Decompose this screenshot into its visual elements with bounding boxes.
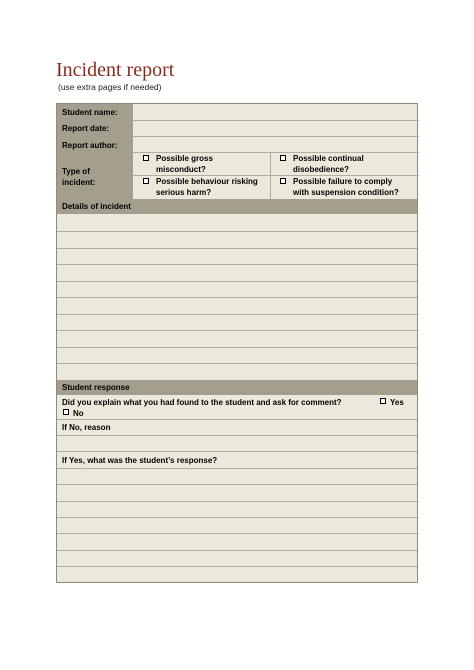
incident-report-form xyxy=(56,103,418,583)
writing-line xyxy=(57,501,417,502)
checkbox-gross-misconduct[interactable] xyxy=(143,155,149,161)
document-title: Incident report xyxy=(56,59,175,81)
student-response-header: Student response xyxy=(57,380,417,395)
option-behaviour-risking-harm-line2: serious harm? xyxy=(156,188,212,197)
option-continual-disobedience-line1: Possible continual xyxy=(293,154,364,163)
option-gross-misconduct-line1: Possible gross xyxy=(156,154,213,163)
label-report-author: Report author: xyxy=(62,141,118,150)
question-if-yes-response: If Yes, what was the student’s response? xyxy=(62,456,218,465)
label-yes: Yes xyxy=(390,398,404,407)
checkbox-failure-to-comply[interactable] xyxy=(280,178,286,184)
writing-line xyxy=(57,330,417,331)
label-student-name: Student name: xyxy=(62,108,118,117)
divider xyxy=(133,120,419,121)
option-failure-to-comply-line2: with suspension condition? xyxy=(293,188,399,197)
divider xyxy=(57,419,417,420)
writing-line xyxy=(57,264,417,265)
writing-line xyxy=(57,533,417,534)
writing-line xyxy=(57,517,417,518)
option-gross-misconduct-line2: misconduct? xyxy=(156,165,206,174)
option-continual-disobedience-line2: disobedience? xyxy=(293,165,350,174)
checkbox-no[interactable] xyxy=(63,409,69,415)
label-incident: incident: xyxy=(62,178,96,187)
writing-line xyxy=(57,363,417,364)
question-if-no-reason: If No, reason xyxy=(62,423,111,432)
details-of-incident-header: Details of incident xyxy=(57,199,417,214)
writing-line xyxy=(57,484,417,485)
divider xyxy=(57,435,417,436)
checkbox-continual-disobedience[interactable] xyxy=(280,155,286,161)
writing-line xyxy=(57,231,417,232)
writing-line xyxy=(57,248,417,249)
divider xyxy=(57,451,417,452)
writing-line xyxy=(57,550,417,551)
student-name-field[interactable] xyxy=(134,104,418,120)
writing-line xyxy=(57,297,417,298)
report-date-field[interactable] xyxy=(134,121,418,136)
writing-line xyxy=(57,281,417,282)
writing-line xyxy=(57,566,417,567)
writing-line xyxy=(57,314,417,315)
checkbox-behaviour-risking-harm[interactable] xyxy=(143,178,149,184)
divider xyxy=(133,136,419,137)
label-report-date: Report date: xyxy=(62,124,110,133)
writing-line xyxy=(57,347,417,348)
label-no: No xyxy=(73,409,84,418)
option-failure-to-comply-line1: Possible failure to comply xyxy=(293,177,393,186)
checkbox-yes[interactable] xyxy=(380,398,386,404)
question-explain: Did you explain what you had found to the student and ask for comment? xyxy=(62,398,342,407)
document-subtitle: (use extra pages if needed) xyxy=(58,82,162,92)
label-type-of: Type of xyxy=(62,167,90,176)
writing-line xyxy=(57,468,417,469)
divider xyxy=(270,152,271,199)
report-author-field[interactable] xyxy=(134,137,418,152)
option-behaviour-risking-harm-line1: Possible behaviour risking xyxy=(156,177,258,186)
